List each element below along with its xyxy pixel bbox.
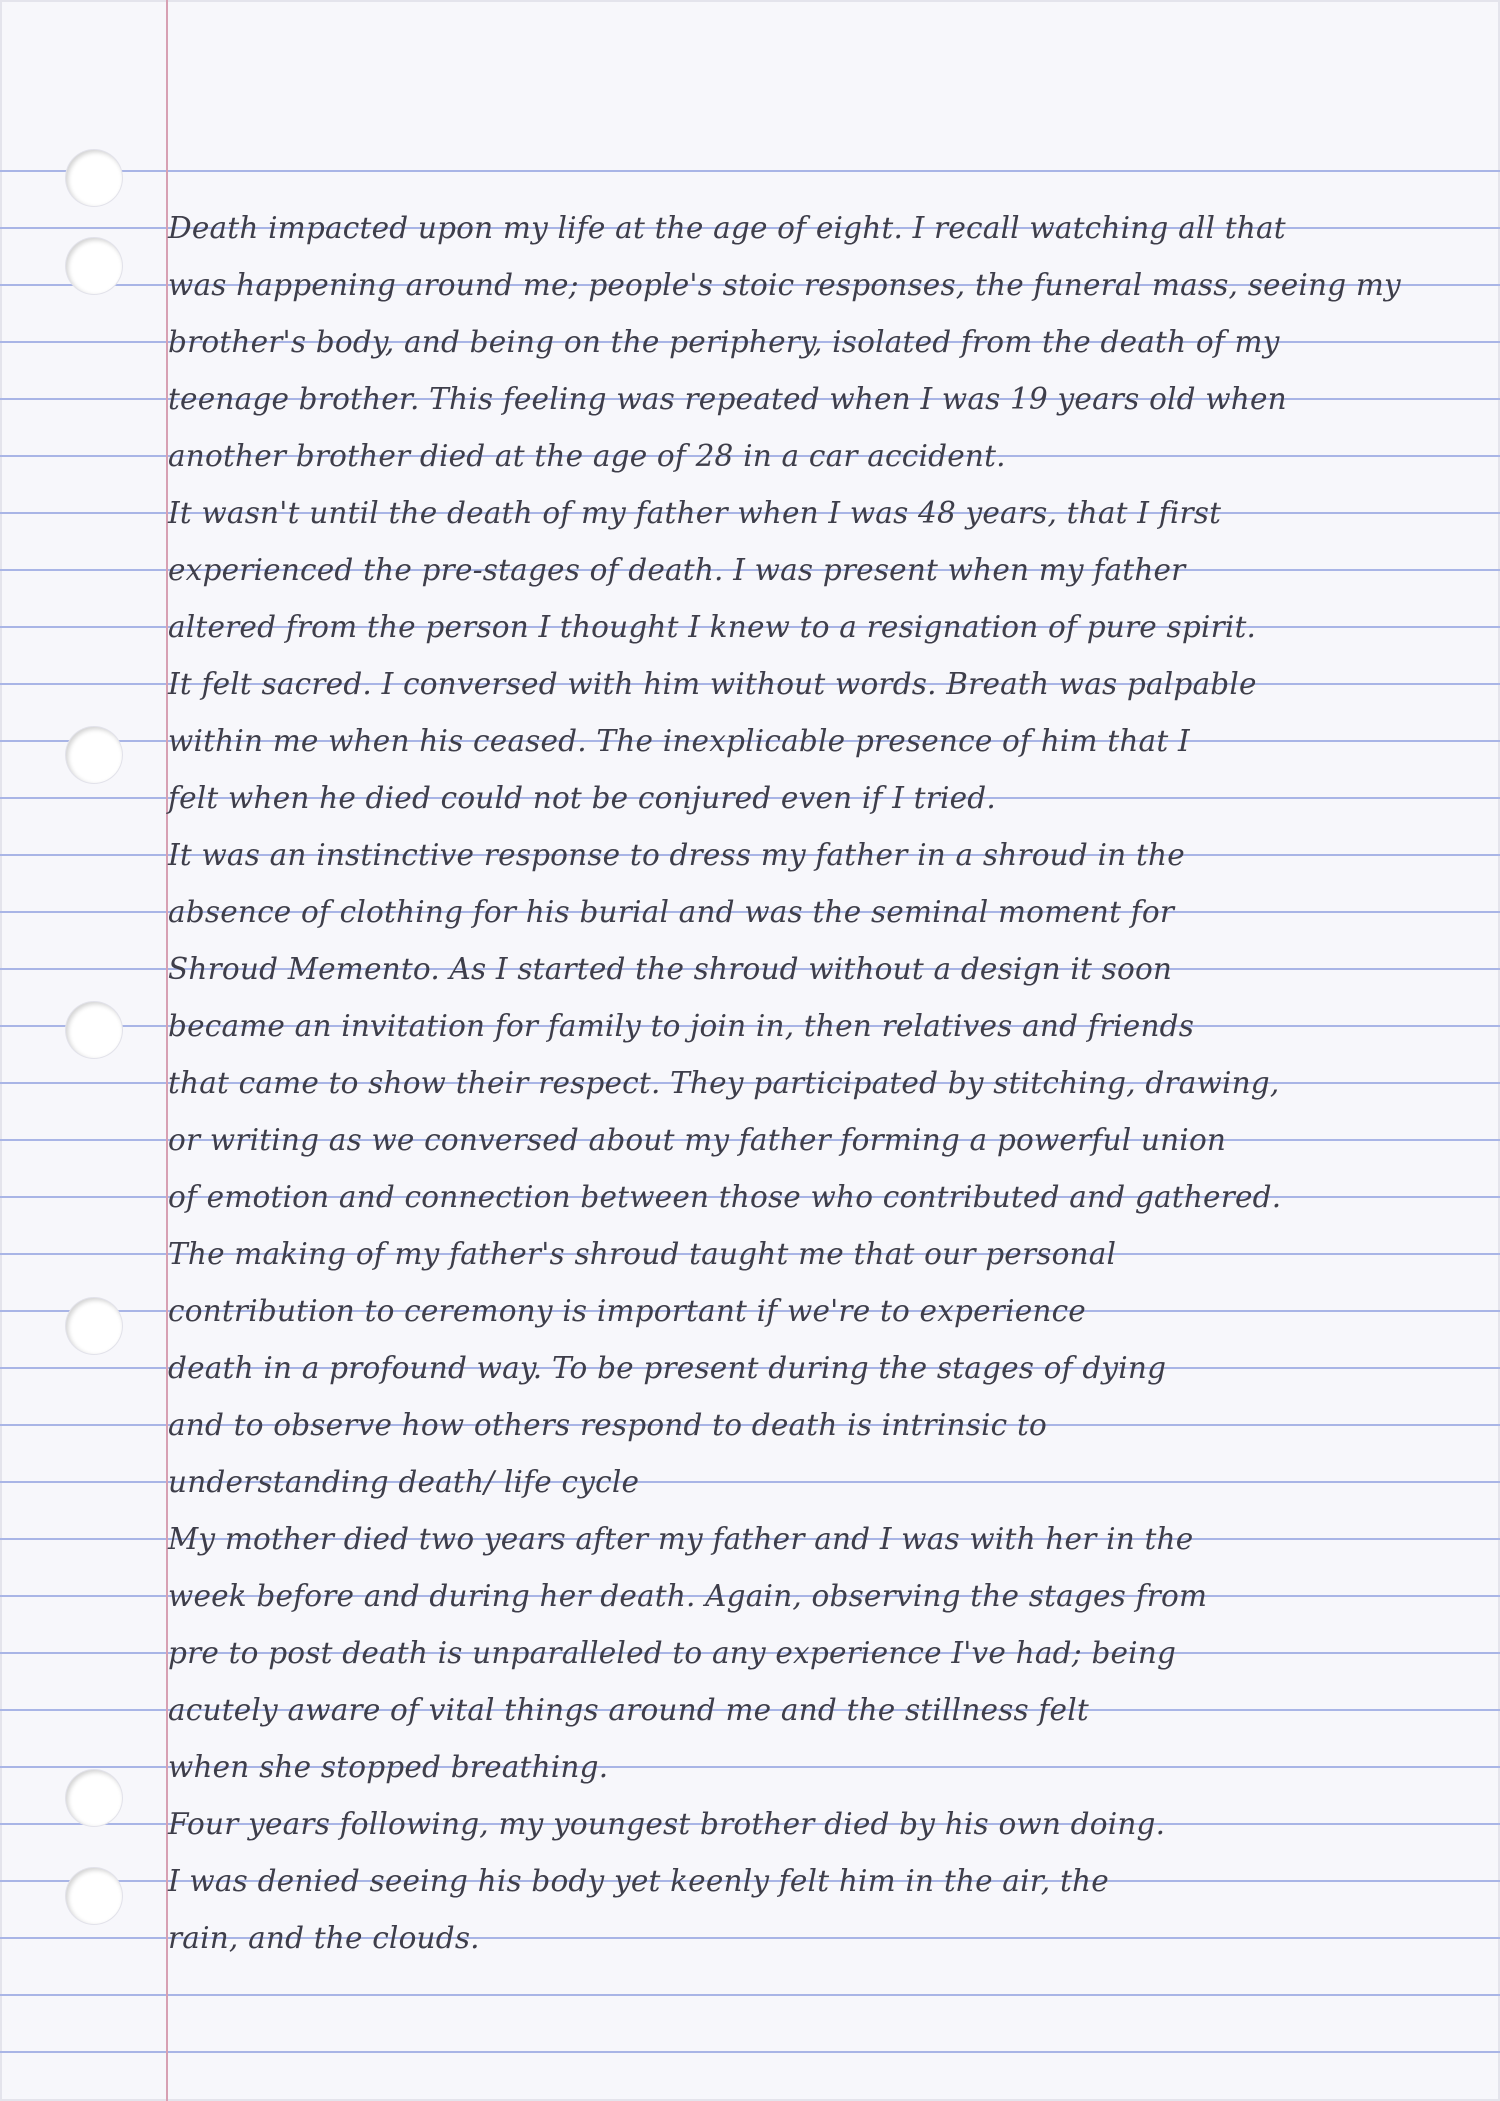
text-line: absence of clothing for his burial and was the seminal moment for — [168, 895, 1175, 929]
text-line: The making of my father's shroud taught me that our personal — [168, 1237, 1117, 1271]
binder-hole — [66, 1298, 122, 1354]
text-line: understanding death/ life cycle — [168, 1465, 640, 1499]
text-line: It wasn't until the death of my father when I was 48 years, that I first — [168, 496, 1222, 530]
text-line: It felt sacred. I conversed with him without words. Breath was palpable — [168, 667, 1257, 701]
text-line: Death impacted upon my life at the age of eight. I recall watching all that — [168, 211, 1286, 245]
binder-hole — [66, 1770, 122, 1826]
text-line: rain, and the clouds. — [168, 1921, 480, 1955]
text-line: It was an instinctive response to dress my father in a shroud in the — [168, 838, 1185, 872]
binder-hole — [66, 727, 122, 783]
text-line: altered from the person I thought I knew to a resignation of pure spirit. — [168, 610, 1257, 644]
text-line: week before and during her death. Again, observing the stages from — [168, 1579, 1208, 1613]
text-line: I was denied seeing his body yet keenly felt him in the air, the — [168, 1864, 1109, 1898]
ruled-line — [0, 2051, 1500, 2053]
ruled-line — [0, 1994, 1500, 1996]
binder-hole — [66, 150, 122, 206]
text-line: acutely aware of vital things around me and the stillness felt — [168, 1693, 1089, 1727]
text-line: and to observe how others respond to death is intrinsic to — [168, 1408, 1047, 1442]
text-line: was happening around me; people's stoic responses, the funeral mass, seeing my — [168, 268, 1401, 302]
text-line: another brother died at the age of 28 in a car accident. — [168, 439, 1006, 473]
text-line: brother's body, and being on the periphery, isolated from the death of my — [168, 325, 1280, 359]
binder-hole — [66, 238, 122, 294]
text-line: contribution to ceremony is important if we're to experience — [168, 1294, 1086, 1328]
text-line: Four years following, my youngest brother died by his own doing. — [168, 1807, 1166, 1841]
text-line: felt when he died could not be conjured even if I tried. — [168, 781, 996, 815]
ruled-line — [0, 170, 1500, 172]
text-line: or writing as we conversed about my father forming a powerful union — [168, 1123, 1227, 1157]
text-line: of emotion and connection between those who contributed and gathered. — [168, 1180, 1282, 1214]
handwritten-text — [168, 200, 1468, 1967]
text-line: within me when his ceased. The inexplicable presence of him that I — [168, 724, 1190, 758]
text-line: became an invitation for family to join in, then relatives and friends — [168, 1009, 1195, 1043]
text-line: death in a profound way. To be present during the stages of dying — [168, 1351, 1167, 1385]
binder-hole — [66, 1002, 122, 1058]
text-line: pre to post death is unparalleled to any experience I've had; being — [168, 1636, 1177, 1670]
text-line: Shroud Memento. As I started the shroud without a design it soon — [168, 952, 1173, 986]
text-line: that came to show their respect. They participated by stitching, drawing, — [168, 1066, 1280, 1100]
binder-hole — [66, 1868, 122, 1924]
text-line: when she stopped breathing. — [168, 1750, 609, 1784]
text-line: teenage brother. This feeling was repeated when I was 19 years old when — [168, 382, 1287, 416]
text-line: My mother died two years after my father and I was with her in the — [168, 1522, 1194, 1556]
text-line: experienced the pre-stages of death. I was present when my father — [168, 553, 1186, 587]
